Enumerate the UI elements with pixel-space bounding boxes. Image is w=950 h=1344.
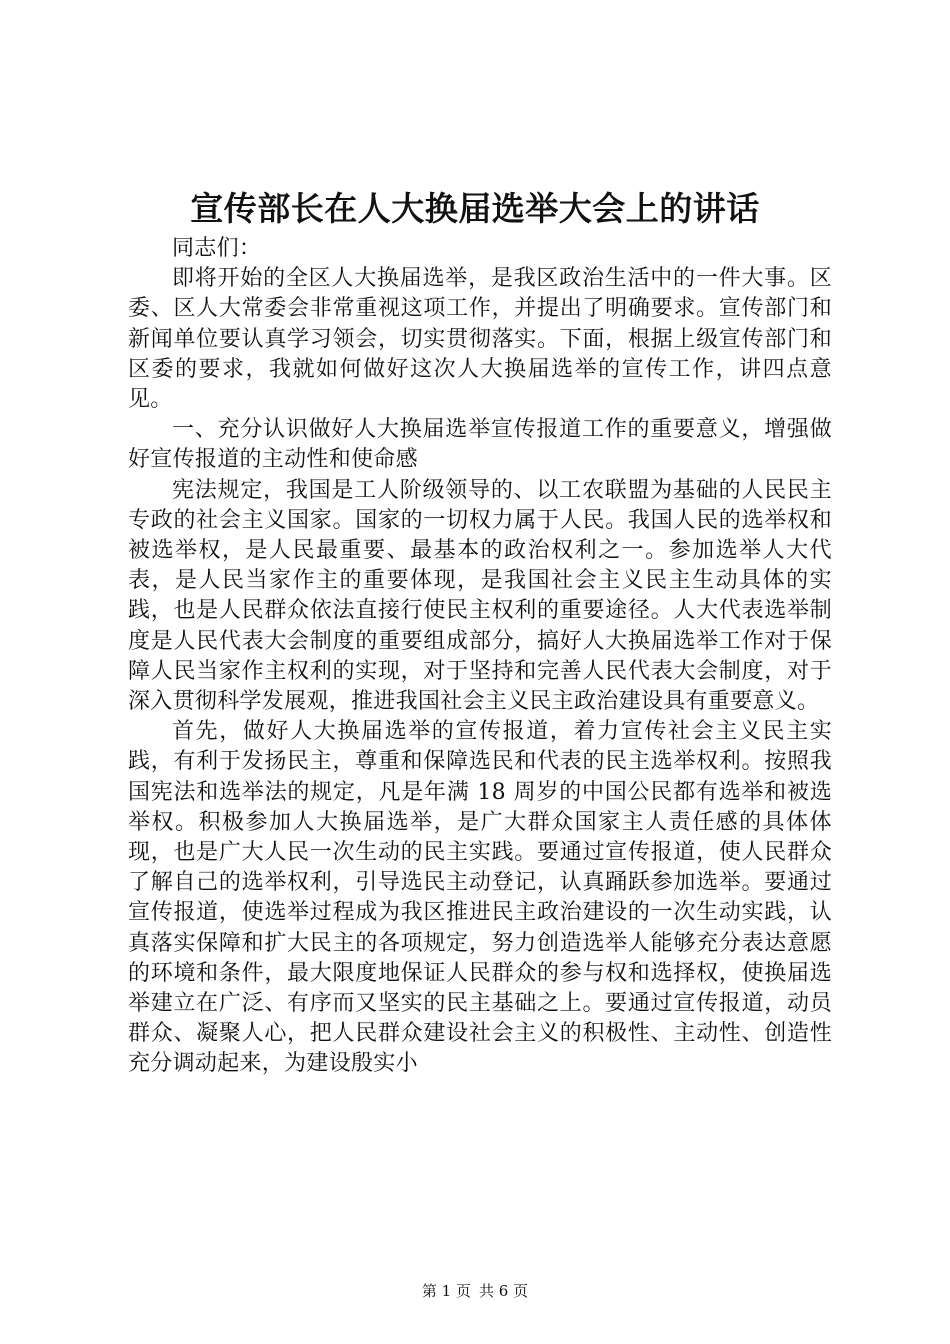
page-number: 第 1 页	[421, 1282, 471, 1300]
paragraph-first-point: 首先，做好人大换届选举的宣传报道，着力宣传社会主义民主实践，有利于发扬民主，尊重和保障选民和代表的民主选举权利。按照我国宪法和选举法的规定，凡是年满 18 周岁的中国公民都有选举和被选举权。积极参加人大换届选举，是广大群众国家主人责任感的具体体现，也是广大人民一次生动的民主实践。要通过宣传报道，使人民群众了解自己的选举权利，引导选民主动登记，认真踊跃参加选举。要通过宣传报道，使选举过程成为我区推进民主政治建设的一次生动实践，认真落实保障和扩大民主的各项规定，努力创造选举人能够充分表达意愿的环境和条件，最大限度地保证人民群众的参与权和选择权，使换届选举建立在广泛、有序而又坚实的民主基础之上。要通过宣传报道，动员群众、凝聚人心，把人民群众建设社会主义的积极性、主动性、创造性充分调动起来，为建设殷实小	[128, 719, 832, 1077]
document-body	[128, 234, 832, 1080]
paragraph-constitution: 宪法规定，我国是工人阶级领导的、以工农联盟为基础的人民民主专政的社会主义国家。国家的一切权力属于人民。我国人民的选举权和被选举权，是人民最重要、最基本的政治权利之一。参加选举人大代表，是人民当家作主的重要体现，是我国社会主义民主生动具体的实践，也是人民群众依法直接行使民主权利的重要途径。人大代表选举制度是人民代表大会制度的重要组成部分，搞好人大换届选举工作对于保障人民当家作主权利的实现，对于坚持和完善人民代表大会制度，对于深入贯彻科学发展观，推进我国社会主义民主政治建设具有重要意义。	[128, 477, 832, 715]
salutation: 同志们：	[172, 236, 262, 261]
paragraph-intro: 即将开始的全区人大换届选举，是我区政治生活中的一件大事。区委、区人大常委会非常重视这项工作，并提出了明确要求。宣传部门和新闻单位要认真学习领会，切实贯彻落实。下面，根据上级宣传部门和区委的要求，我就如何做好这次人大换届选举的宣传工作，讲四点意见。	[128, 266, 832, 413]
section-heading: 一、充分认识做好人大换届选举宣传报道工作的重要意义，增强做好宣传报道的主动性和使命感	[128, 417, 832, 473]
page-footer	[0, 1281, 950, 1301]
document-title: 宣传部长在人大换届选举大会上的讲话	[190, 189, 760, 228]
page-total: 共 6 页	[479, 1282, 529, 1300]
